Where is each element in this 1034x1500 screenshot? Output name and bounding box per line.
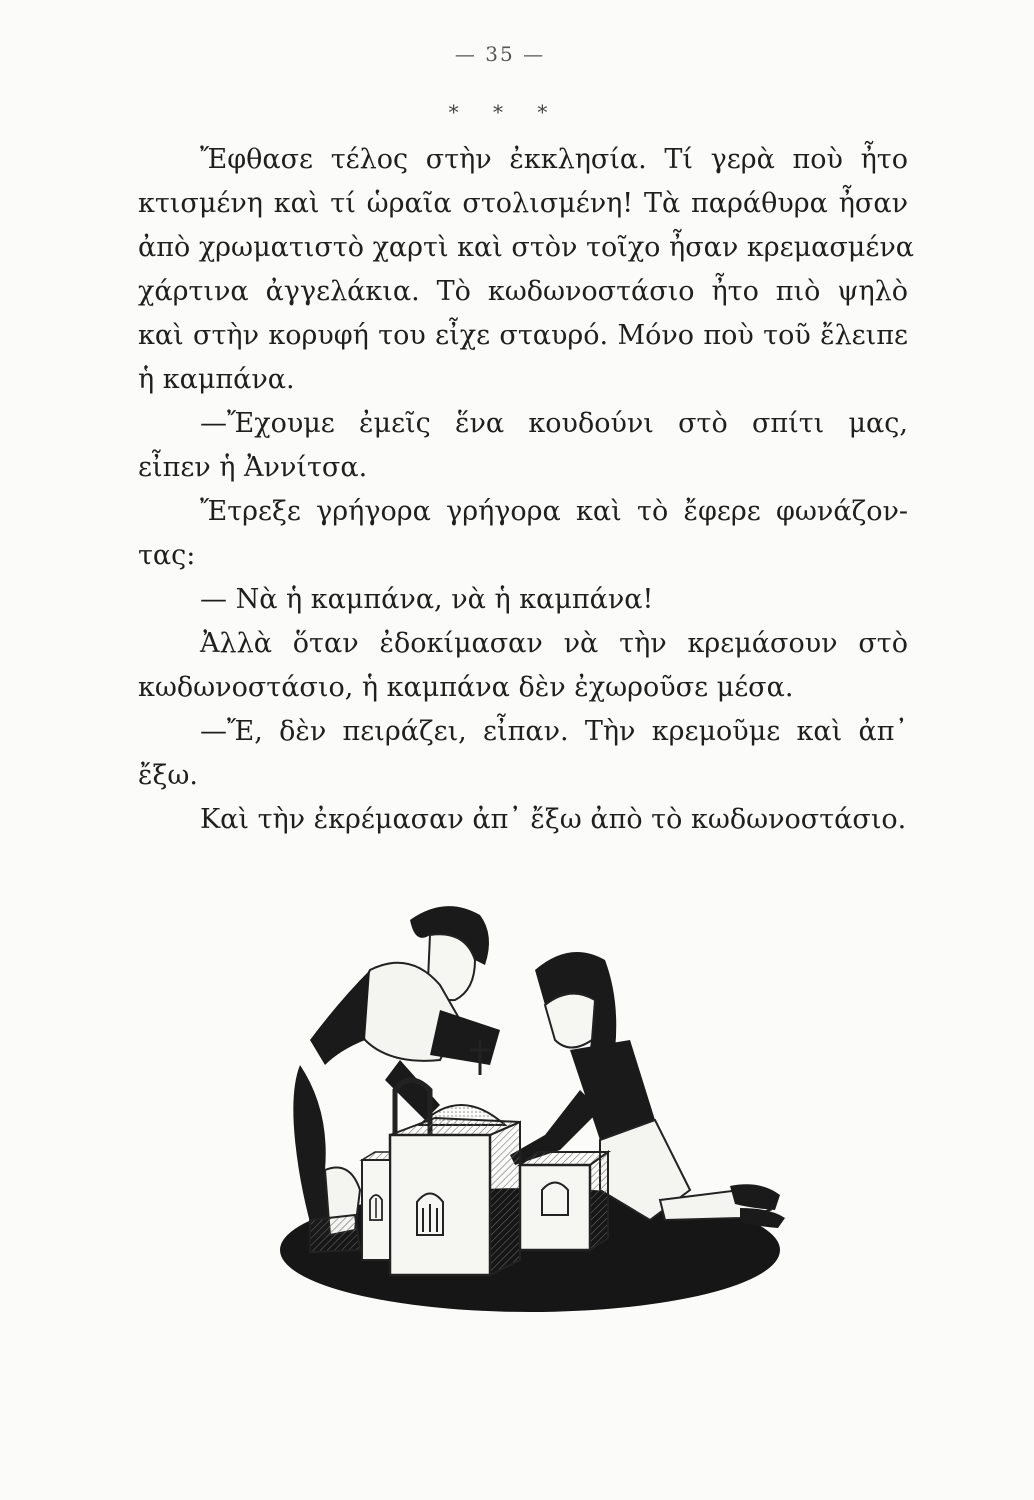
text-line: εἶπεν ἡ Ἀννίτσα. [138,452,368,483]
text-line: ἀπὸ χρωματιστὸ χαρτὶ καὶ στὸν τοῖχο ἦσαν κρεμασμένα [138,232,914,263]
text-line: Καὶ τὴν ἐκρέμασαν ἀπ᾽ ἔξω ἀπὸ τὸ κωδωνοστάσιο. [200,804,907,835]
text-line: Ἀλλὰ ὅταν ἐδοκίμασαν νὰ τὴν κρεμάσουν στὸ [200,628,908,659]
text-line: —Ἔ, δὲν πειράζει, εἶπαν. Τὴν κρεμοῦμε καὶ ἀπ᾽ [200,716,908,747]
text-line: τας: [138,540,196,571]
text-line: —Ἔχουμε ἐμεῖς ἕνα κουδούνι στὸ σπίτι μας, [200,408,908,439]
story-text [138,138,914,842]
text-line: κωδωνοστάσιο, ἡ καμπάνα δὲν ἐχωροῦσε μέσα. [138,672,794,703]
text-line: Ἔτρεξε γρήγορα γρήγορα καὶ τὸ ἔφερε φωνάζον- [200,496,908,527]
section-separator: * * * [448,100,562,124]
text-line: κτισμένη καὶ τί ὡραῖα στολισμένη! Τὰ παράθυρα ἦσαν [138,188,908,219]
text-line: ἔξω. [138,760,198,791]
text-line: Ἔφθασε τέλος στὴν ἐκκλησία. Τί γερὰ ποὺ ἦτο [200,144,908,175]
text-line: χάρτινα ἀγγελάκια. Τὸ κωδωνοστάσιο ἦτο πιὸ ψηλὸ [138,276,908,307]
text-line: ἡ καμπάνα. [138,364,295,395]
children-church-illustration [270,890,830,1320]
page-number: — 35 — [454,42,546,66]
text-line: — Νὰ ἡ καμπάνα, νὰ ἡ καμπάνα! [200,584,654,615]
text-line: καὶ στὴν κορυφή του εἶχε σταυρό. Μόνο ποὺ τοῦ ἔλειπε [138,320,908,351]
